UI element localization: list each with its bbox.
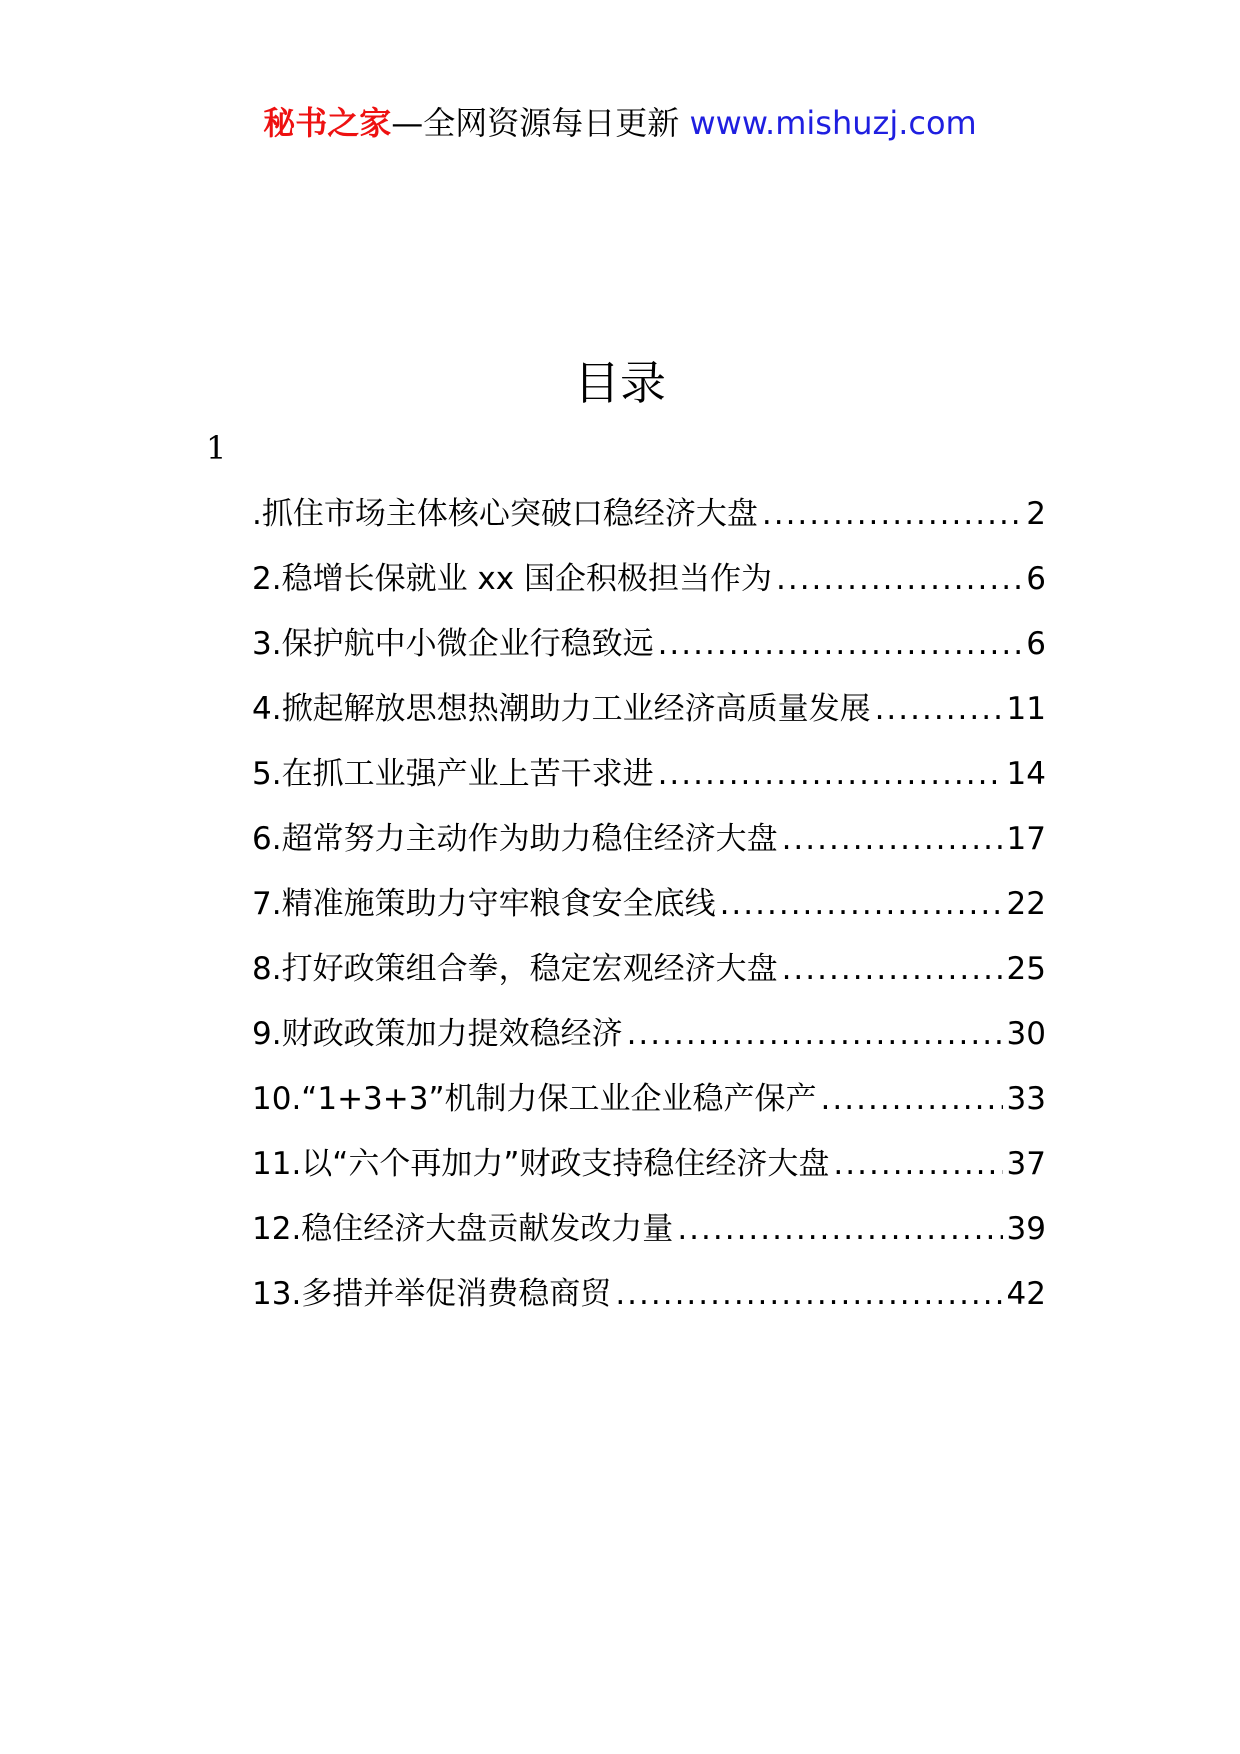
toc-dot-leader [776,547,1022,612]
toc-entry[interactable] [252,872,1046,937]
toc-dot-leader [782,807,1003,872]
toc-entry[interactable] [252,742,1046,807]
toc-entry-page: 25 [1006,951,1046,987]
toc-entry-title: 11.以“六个再加力”财政支持稳住经济大盘 [252,1146,830,1182]
toc-entry[interactable] [252,677,1046,742]
toc-entry-page: 11 [1006,691,1046,727]
toc-entry[interactable] [252,482,1046,547]
toc-entry-title: 10.“1+3+3”机制力保工业企业稳产保产 [252,1081,817,1117]
toc-entry[interactable] [252,1262,1046,1327]
toc-entry-title: 8.打好政策组合拳，稳定宏观经济大盘 [252,951,778,987]
toc-entry-title: .抓住市场主体核心突破口稳经济大盘 [252,496,758,532]
toc-entry-page: 2 [1026,496,1046,532]
toc-entry-title: 9.财政政策加力提效稳经济 [252,1016,623,1052]
toc-dot-leader [720,872,1003,937]
toc-entry-page: 33 [1006,1081,1046,1117]
table-of-contents [252,482,1046,1327]
toc-dot-leader [875,677,1003,742]
toc-dot-leader [627,1002,1003,1067]
toc-dot-leader [762,482,1022,547]
toc-entry[interactable] [252,937,1046,1002]
toc-entry-page: 6 [1026,561,1046,597]
toc-entry[interactable] [252,1067,1046,1132]
toc-entry[interactable] [252,807,1046,872]
brand-name: 秘书之家 [263,104,392,142]
toc-entry[interactable] [252,612,1046,677]
toc-dot-leader [677,1197,1002,1262]
toc-entry-page: 14 [1006,756,1046,792]
toc-entry-title: 6.超常努力主动作为助力稳住经济大盘 [252,821,778,857]
toc-dot-leader [782,937,1003,1002]
toc-dot-leader [658,742,1003,807]
toc-entry-title: 4.掀起解放思想热潮助力工业经济高质量发展 [252,691,871,727]
toc-entry-title: 5.在抓工业强产业上苦干求进 [252,756,654,792]
toc-dot-leader [821,1067,1003,1132]
toc-entry-page: 17 [1006,821,1046,857]
toc-entry-title: 12.稳住经济大盘贡献发改力量 [252,1211,674,1247]
toc-entry[interactable] [252,1197,1046,1262]
toc-dot-leader [833,1132,1002,1197]
toc-heading: 目录 [574,356,666,410]
toc-entry-title: 3.保护航中小微企业行稳致远 [252,626,654,662]
toc-entry-title: 7.精准施策助力守牢粮食安全底线 [252,886,716,922]
site-banner [0,98,1240,148]
toc-dot-leader [615,1262,1002,1327]
toc-entry-page: 30 [1006,1016,1046,1052]
toc-entry-page: 37 [1006,1146,1046,1182]
toc-entry[interactable] [252,1002,1046,1067]
toc-entry-page: 6 [1026,626,1046,662]
toc-entry-page: 22 [1006,886,1046,922]
toc-dot-leader [658,612,1023,677]
toc-entry-page: 39 [1006,1211,1046,1247]
toc-entry[interactable] [252,547,1046,612]
site-url-link[interactable]: www.mishuzj.com [689,104,977,142]
toc-entry[interactable] [252,1132,1046,1197]
banner-tagline: —全网资源每日更新 [391,104,680,142]
section-marker: 1 [206,429,227,467]
toc-entry-title: 13.多措并举促消费稳商贸 [252,1276,612,1312]
toc-entry-page: 42 [1006,1276,1046,1312]
toc-entry-title: 2.稳增长保就业 xx 国企积极担当作为 [252,561,772,597]
